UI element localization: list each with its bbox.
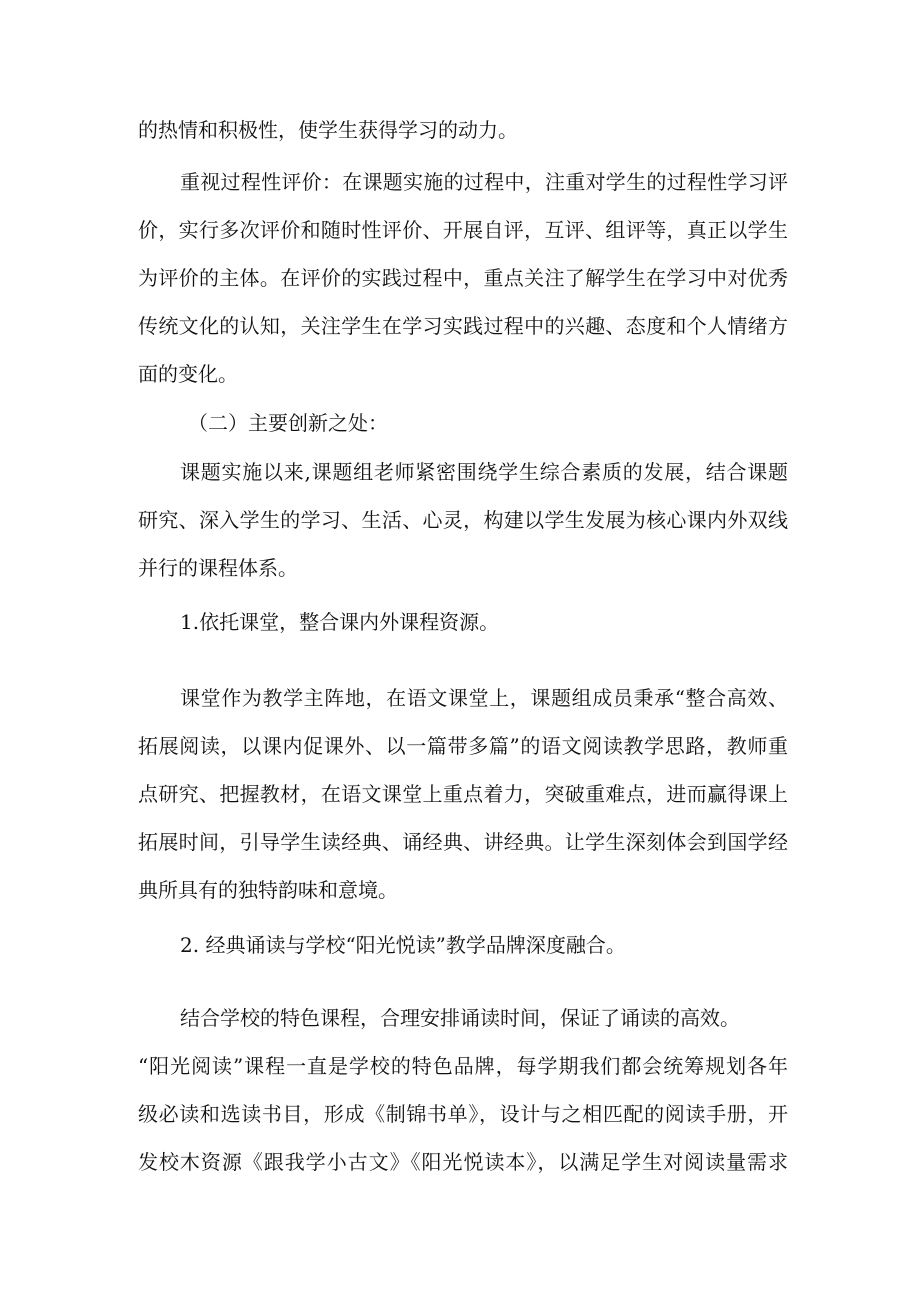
text-line: “阳光阅读”课程一直是学校的特色品牌，每学期我们都会统筹规划各年	[138, 1054, 788, 1078]
text-line: 拓展阅读，以课内促课外、以一篇带多篇”的语文阅读教学思路，教师重	[138, 734, 788, 758]
subsection-heading: 2. 经典诵读与学校“阳光悦读”教学品牌深度融合。	[180, 933, 626, 957]
text-line: 课题实施以来,课题组老师紧密围绕学生综合素质的发展，结合课题	[180, 460, 788, 484]
text-line: 课堂作为教学主阵地，在语文课堂上，课题组成员秉承“整合高效、	[180, 686, 788, 710]
text-line: 研究、深入学生的学习、生活、心灵，构建以学生发展为核心课内外双线	[138, 508, 788, 532]
text-line: 级必读和选读书目，形成《制锦书单》，设计与之相匹配的阅读手册，开	[138, 1102, 788, 1126]
text-line: 结合学校的特色课程，合理安排诵读时间，保证了诵读的高效。	[180, 1006, 740, 1030]
text-line: 重视过程性评价：在课题实施的过程中，注重对学生的过程性学习评	[180, 170, 788, 194]
text-line: 面的变化。	[138, 362, 238, 386]
text-line: 价，实行多次评价和随时性评价、开展自评，互评、组评等，真正以学生	[138, 218, 788, 242]
text-line: 并行的课程体系。	[138, 556, 298, 580]
section-heading: （二）主要创新之处：	[188, 411, 388, 435]
text-line: 点研究、把握教材，在语文课堂上重点着力，突破重难点，进而赢得课上	[138, 782, 788, 806]
subsection-heading: 1.依托课堂，整合课内外课程资源。	[180, 610, 500, 634]
text-line: 拓展时间，引导学生读经典、诵经典、讲经典。让学生深刻体会到国学经	[138, 830, 788, 854]
text-line: 传统文化的认知，关注学生在学习实践过程中的兴趣、态度和个人情绪方	[138, 314, 788, 338]
text-line: 的热情和积极性，使学生获得学习的动力。	[138, 118, 518, 142]
text-line: 典所具有的独特韵味和意境。	[138, 878, 398, 902]
text-line: 为评价的主体。在评价的实践过程中，重点关注了解学生在学习中对优秀	[138, 266, 788, 290]
text-line: 发校木资源《跟我学小古文》《阳光悦读本》，以满足学生对阅读量需求	[138, 1150, 788, 1174]
